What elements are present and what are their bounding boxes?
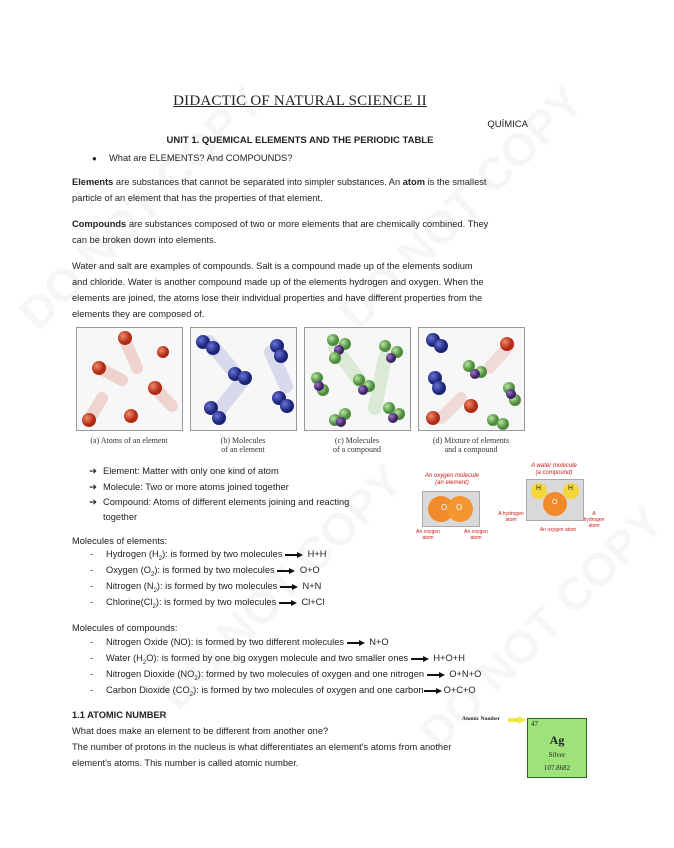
panel-molecules-of-element xyxy=(190,327,297,431)
list-item: - Nitrogen Dioxide $(NO_2)$: formed by two molecules of oxygen and one nitrogen O+N+O xyxy=(90,669,482,682)
oxygen-label: O xyxy=(456,503,463,512)
compounds-paragraph: Compounds are substances composed of two or more elements that are chemically combined. They can be broken down into elements. xyxy=(72,219,489,245)
water-molecule-title: A water molecule (a compound) xyxy=(531,463,577,476)
caption-d: (d) Mixture of elements and a compound xyxy=(432,436,510,454)
panel-molecules-of-compound xyxy=(304,327,411,431)
atoms-molecules-figure xyxy=(76,327,522,457)
oxygen-atom-note: An oxygen atom xyxy=(464,529,488,541)
oxygen-water-molecule-image xyxy=(408,463,605,545)
right-arrow-icon xyxy=(279,600,299,606)
atomic-number-paragraph: What does make an element to be different from another one? The number of protons in the nucleus is what differentiates an element's atoms from another element's atoms. This number is called atomic number. xyxy=(72,726,452,768)
document-title: DIDACTIC OF NATURAL SCIENCE II xyxy=(173,93,427,109)
atomic-number-label: Atomic Number xyxy=(462,716,501,722)
atom-term: atom xyxy=(402,177,425,187)
right-arrow-icon xyxy=(280,584,300,590)
water-molecule-box xyxy=(526,479,584,521)
right-arrow-icon xyxy=(347,640,367,646)
oxygen-molecule-title: An oxygen molecule (an element) xyxy=(424,473,480,486)
right-arrow-icon xyxy=(411,656,431,662)
silver-element-card xyxy=(527,718,587,778)
list-item: - Hydrogen $(H_2)$: is formed by two molecules H+H xyxy=(90,549,327,562)
water-salt-paragraph: Water and salt are examples of compounds. Salt is a compound made up of the elements sodium and chloride. Water is another compound made up of the elements hydrogen and oxygen. When the elements are joined, the atoms lose their individual properties and have different properties from the elements they are composed of. xyxy=(72,261,484,319)
element-name: Silver xyxy=(548,751,566,759)
element-symbol: Ag xyxy=(549,733,565,747)
elements-paragraph: Elements are substances that cannot be separated into simpler substances. An atom is the smallest particle of an element that has the properties of that element. xyxy=(72,177,487,203)
list-item: - Nitrogen $(N_2)$: is formed by two molecules N+N xyxy=(90,581,322,594)
bullet-icon: ● xyxy=(92,154,97,163)
element-mass: 107.8682 xyxy=(543,764,571,772)
panel-mixture xyxy=(418,327,525,431)
hydrogen-atom-note: A hydrogen atom xyxy=(498,511,524,523)
subject-label: QUÍMICA xyxy=(487,119,528,130)
elements-term: Elements xyxy=(72,177,114,187)
list-item: - Nitrogen Oxide (NO): is formed by two different molecules N+O xyxy=(90,637,389,647)
molecules-compounds-heading: Molecules of compounds: xyxy=(72,623,178,633)
list-item: - Carbon Dioxide $(CO_2)$: is formed by two molecules of oxygen and one carbon O+C+O xyxy=(90,685,476,698)
element-atomic-number: 47 xyxy=(531,720,538,728)
caption-b: (b) Molecules of an element xyxy=(220,436,266,454)
question-text: What are ELEMENTS? And COMPOUNDS? xyxy=(109,153,293,163)
oxygen-label: O xyxy=(441,503,448,512)
hydrogen-atom-note: A hydrogen atom xyxy=(583,511,605,529)
right-arrow-icon xyxy=(285,552,305,558)
atoms-illustration xyxy=(77,328,182,430)
oxygen-atom-note: An oxygen atom xyxy=(539,527,577,533)
right-arrow-icon xyxy=(424,688,444,694)
unit-heading: UNIT 1. QUEMICAL ELEMENTS AND THE PERIODIC TABLE xyxy=(166,135,434,146)
oxygen-molecule-box xyxy=(422,491,480,527)
list-item: - Water $(H_2O)$: is formed by one big oxygen molecule and two smaller ones H+O+H xyxy=(90,653,465,666)
oxygen-atom-note: An oxygen atom xyxy=(416,529,440,541)
caption-c: (c) Molecules of a compound xyxy=(333,436,381,454)
caption-a: (a) Atoms of an element xyxy=(90,436,168,445)
right-arrow-icon xyxy=(427,672,447,678)
list-item: - Oxygen $(O_2)$: is formed by two molecules O+O xyxy=(90,565,320,578)
arrow-icon: ➔ xyxy=(89,482,97,492)
compounds-term: Compounds xyxy=(72,219,127,229)
list-item: ➔ Compound: Atoms of different elements joining and reacting xyxy=(89,495,349,510)
hydrogen-label: H xyxy=(536,485,542,492)
molecules-elements-heading: Molecules of elements: xyxy=(72,536,168,546)
panel-atoms-of-element xyxy=(76,327,183,431)
list-item: ➔ Molecule: Two or more atoms joined together xyxy=(89,480,289,495)
right-arrow-icon xyxy=(277,568,297,574)
atomic-number-heading: 1.1 ATOMIC NUMBER xyxy=(72,710,167,720)
list-item: ➔ Element: Matter with only one kind of atom xyxy=(89,464,279,479)
list-item-continuation: together xyxy=(103,512,138,522)
list-item: - $Chlorine(Cl_2)$: is formed by two molecules Cl+Cl xyxy=(90,597,325,610)
arrow-icon: ➔ xyxy=(89,466,97,476)
oxygen-label: O xyxy=(552,499,558,506)
hydrogen-label: H xyxy=(568,485,574,492)
arrow-icon: ➔ xyxy=(89,497,97,507)
